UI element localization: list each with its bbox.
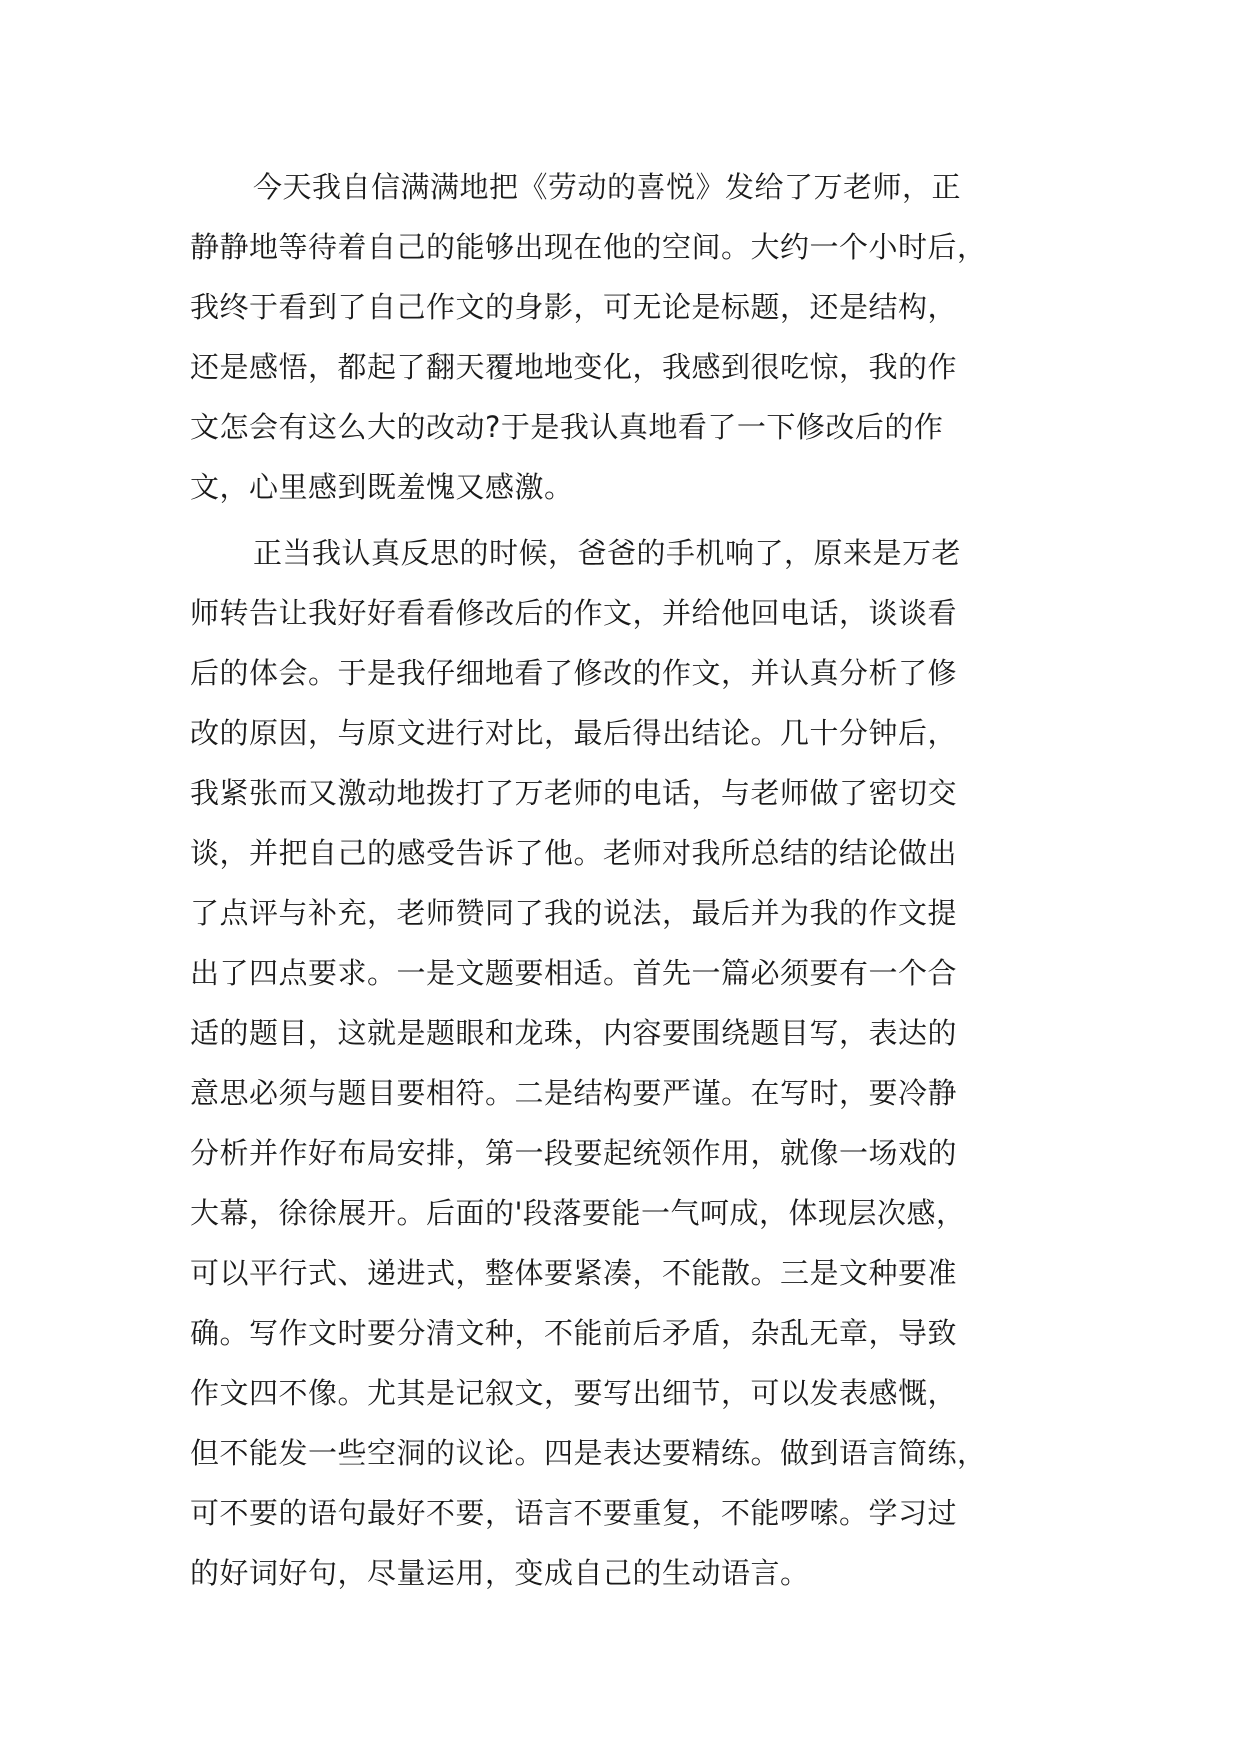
text-line: 可不要的语句最好不要，语言不要重复，不能啰嗦。学习过: [190, 1496, 958, 1530]
text-line: 我终于看到了自己作文的身影，可无论是标题，还是结构，: [190, 290, 958, 324]
text-line: 后的体会。于是我仔细地看了修改的作文，并认真分析了修: [190, 656, 958, 690]
text-line: 分析并作好布局安排，第一段要起统领作用，就像一场戏的: [190, 1136, 958, 1170]
text-line: 文怎会有这么大的改动?于是我认真地看了一下修改后的作: [190, 410, 944, 444]
text-line: 正当我认真反思的时候，爸爸的手机响了，原来是万老: [253, 536, 962, 570]
text-line: 的好词好句，尽量运用，变成自己的生动语言。: [190, 1556, 810, 1590]
text-line: 今天我自信满满地把《劳动的喜悦》发给了万老师，正: [253, 170, 962, 204]
text-line: 意思必须与题目要相符。二是结构要严谨。在写时，要冷静: [190, 1076, 958, 1110]
text-line: 出了四点要求。一是文题要相适。首先一篇必须要有一个合: [190, 956, 958, 990]
text-line: 确。写作文时要分清文种，不能前后矛盾，杂乱无章，导致: [190, 1316, 958, 1350]
text-line: 还是感悟，都起了翻天覆地地变化，我感到很吃惊，我的作: [190, 350, 958, 384]
paragraph-1: [190, 157, 1048, 517]
text-line: 师转告让我好好看看修改后的作文，并给他回电话，谈谈看: [190, 596, 958, 630]
text-line: 了点评与补充，老师赞同了我的说法，最后并为我的作文提: [190, 896, 958, 930]
text-line: 我紧张而又激动地拨打了万老师的电话，与老师做了密切交: [190, 776, 958, 810]
text-line: 文，心里感到既羞愧又感激。: [190, 470, 574, 504]
paragraph-2: [190, 523, 1048, 1603]
text-line: 作文四不像。尤其是记叙文，要写出细节，可以发表感慨，: [190, 1376, 958, 1410]
text-line: 静静地等待着自己的能够出现在他的空间。大约一个小时后，: [190, 230, 987, 264]
text-line: 谈，并把自己的感受告诉了他。老师对我所总结的结论做出: [190, 836, 958, 870]
document-body: [190, 157, 1048, 1603]
text-line: 改的原因，与原文进行对比，最后得出结论。几十分钟后，: [190, 716, 958, 750]
text-line: 大幕，徐徐展开。后面的'段落要能一气呵成，体现层次感，: [190, 1196, 966, 1230]
text-line: 适的题目，这就是题眼和龙珠，内容要围绕题目写，表达的: [190, 1016, 958, 1050]
text-line: 但不能发一些空洞的议论。四是表达要精练。做到语言简练，: [190, 1436, 987, 1470]
text-line: 可以平行式、递进式，整体要紧凑，不能散。三是文种要准: [190, 1256, 958, 1290]
